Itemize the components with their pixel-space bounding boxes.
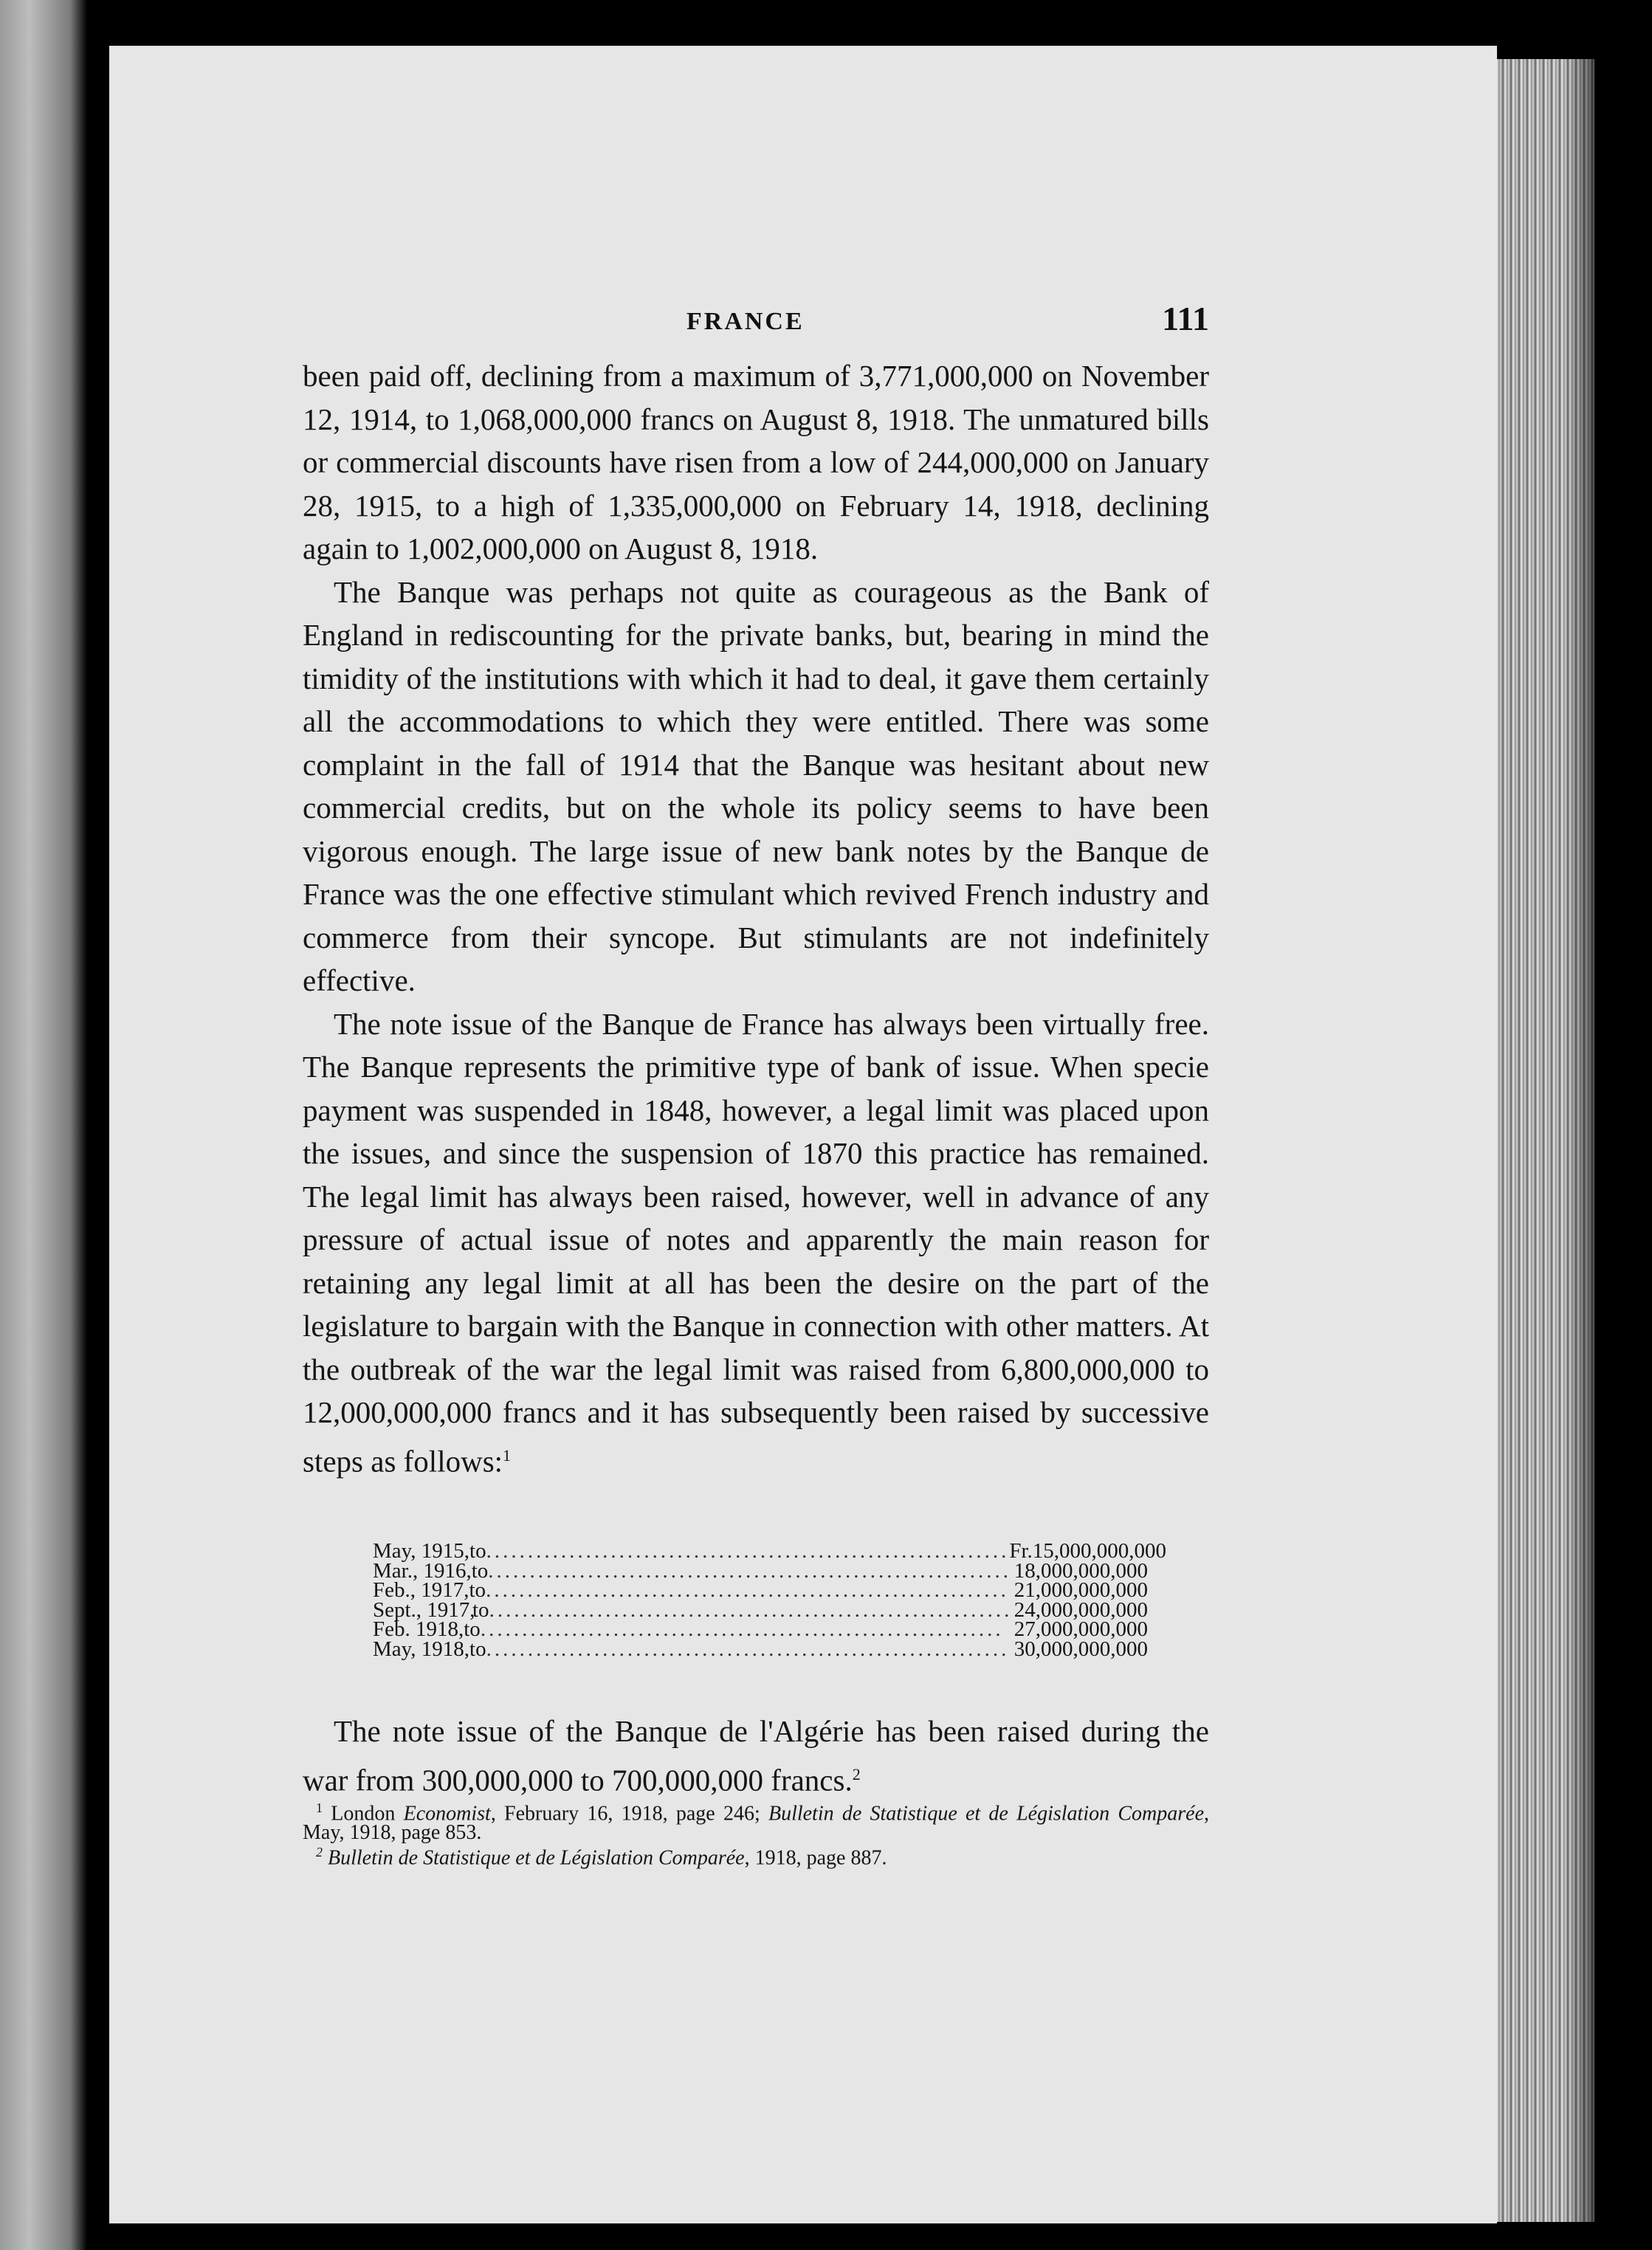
row-amount: 21,000,000,000 (1013, 1578, 1148, 1602)
page-edges-right (1497, 59, 1594, 2222)
row-leader-dots: ............................................................... (489, 1597, 1013, 1622)
table-row (373, 1539, 1167, 1563)
row-to: to (464, 1617, 481, 1641)
row-date: Feb. 1918, (373, 1617, 464, 1641)
footnote-1-mid: , February 16, 1918, page 246; (490, 1802, 768, 1826)
row-to: to (469, 1637, 486, 1661)
row-date: Mar., 1916, (373, 1558, 472, 1583)
row-amount: 15,000,000,000 (1032, 1539, 1167, 1563)
footnote-2-mark: 2 (316, 1845, 323, 1860)
paragraph-1: been paid off, declining from a maximum of 3,771,000,000 on November 12, 1914, to 1,068,000,000 francs on August 8, 1918. The unmatured bills or commercial discounts have risen from a low of 244,000,000 on January 28, 1915, to a high of 1,335,000,000 on February 14, 1918, declining again to 1,002,000,000 on August 8, 1918. (303, 359, 1209, 565)
paragraph-3-text: The note issue of the Banque de France has always been virtually free. The Banque represents the primitive type of bank of issue. When specie payment was suspended in 1848, however, a legal limit was placed upon the issues, and since the suspension of 1870 this practice has remained. The legal limit has always been raised, however, well in advance of any pressure of actual issue of notes and apparently the main reason for retaining any legal limit at all has been the desire on the part of the legislature to bargain with the Banque in connection with other matters. At the outbreak of the war the legal limit was raised from 6,800,000,000 to 12,000,000,000 francs and it has subsequently been raised by successive steps as follows: (303, 1006, 1209, 1479)
footnote-2-post: , 1918, page 887. (744, 1846, 887, 1870)
table-row (373, 1617, 1148, 1641)
footnotes (303, 1798, 1209, 1868)
paragraph-3 (303, 1002, 1209, 1483)
page-header (303, 299, 1209, 343)
legal-limit-table (373, 1539, 1167, 1661)
row-date: May, 1918, (373, 1637, 470, 1661)
row-to: to (469, 1578, 486, 1602)
footnote-1-source: Economist (403, 1802, 491, 1826)
footnote-ref-2: 2 (852, 1764, 861, 1783)
row-amount: 30,000,000,000 (1013, 1637, 1148, 1661)
footnote-1-mark: 1 (316, 1800, 323, 1815)
body-text (303, 354, 1209, 1483)
row-amount: 27,000,000,000 (1013, 1617, 1148, 1641)
paragraph-2: The Banque was perhaps not quite as courageous as the Bank of England in rediscounting for the private banks, but, bearing in mind the timidity of the institutions with which it had to deal, it gave them certainly all the accommodations to which they were entitled. There was some complaint in the fall of 1914 that the Banque was hesitant about new commercial credits, but on the whole its policy seems to have been vigorous enough. The large issue of new bank notes by the Banque de France was the one effective stimulant which revived French industry and commerce from their syncope. But stimulants are not indefinitely effective. (303, 574, 1209, 997)
row-amount: 24,000,000,000 (1013, 1597, 1148, 1622)
row-date: Feb., 1917, (373, 1578, 469, 1602)
row-to: to (472, 1597, 489, 1622)
running-head: FRANCE (686, 308, 805, 335)
footnote-ref-1: 1 (503, 1445, 512, 1465)
footnote-1 (303, 1798, 1209, 1843)
footnote-1-bulletin: Bulletin de Statistique et de Législation Comparée (768, 1802, 1205, 1826)
closing-paragraph (303, 1710, 1209, 1802)
table-row (373, 1580, 1148, 1600)
row-to: to (471, 1558, 489, 1583)
row-date: Sept., 1917, (373, 1597, 475, 1622)
row-date: May, 1915, (373, 1539, 470, 1563)
page-number: 111 (1162, 300, 1209, 337)
book-spine-left (0, 0, 103, 2250)
row-leader-dots: ............................................................... (486, 1578, 1009, 1602)
row-leader-dots: ............................................................... (486, 1637, 1010, 1661)
row-leader-dots: ............................................................... (486, 1539, 1010, 1563)
footnote-1-pre: London (331, 1802, 404, 1826)
row-leader-dots: ............................................................... (480, 1617, 1004, 1641)
footnote-2-bulletin: Bulletin de Statistique et de Législation Comparée (328, 1846, 745, 1870)
footnote-2 (303, 1843, 1209, 1868)
row-currency: Fr. (1009, 1539, 1033, 1563)
row-leader-dots: ............................................................... (488, 1558, 1012, 1583)
closing-text: The note issue of the Banque de l'Algérie has been raised during the war from 300,000,000 to 700,000,000 francs. (303, 1714, 1209, 1797)
row-to: to (469, 1539, 486, 1563)
footnote-1-post: , May, 1918, page 853. (303, 1802, 1210, 1845)
table-row (373, 1637, 1148, 1661)
row-amount: 18,000,000,000 (1013, 1558, 1148, 1583)
